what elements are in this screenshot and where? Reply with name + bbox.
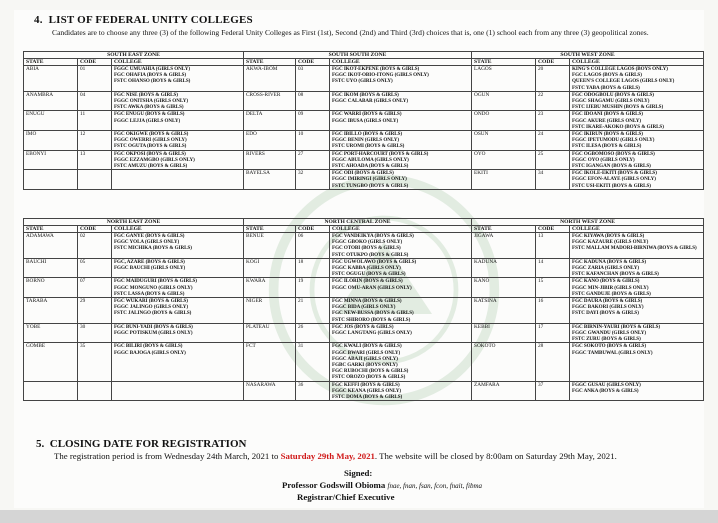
college-name: FGC IDOANI (BOYS & GIRLS) [572,111,643,118]
code-cell: 01 [78,66,112,92]
section-5-heading: 5. CLOSING DATE FOR REGISTRATION [36,438,247,450]
college-name: FGGC BENIN (GIRLS ONLY) [332,137,400,144]
college-cell [330,111,472,131]
college-name: FGC NEW-BUSSA (BOYS & GIRLS) [332,310,414,317]
code-cell: 31 [296,343,330,381]
zone-header-south-south: SOUTH SOUTH ZONE [244,52,472,59]
college-name: FSTC OHANSO (BOYS & GIRLS) [114,78,191,85]
code-cell: 04 [78,91,112,111]
college-name: FSTC IJEBU MUSHIN (BOYS & GIRLS) [572,104,664,111]
college-name: FGC BUNI-YADI (BOYS & GIRLS) [114,323,193,330]
college-name: FGGC GUSAU (GIRLS ONLY) [572,381,641,388]
college-name: FGGC ZARIA (GIRLS ONLY) [572,265,640,272]
code-cell: 21 [296,298,330,324]
state-cell [24,381,78,401]
code-cell: 35 [78,343,112,381]
college-name: FGC KADUNA (BOYS & GIRLS) [572,258,647,265]
state-cell: EKITI [472,170,536,190]
zone-header-north-west: NORTH WEST ZONE [472,219,704,226]
column-header-college: COLLEGE [570,59,704,66]
column-header-code: CODE [536,226,570,233]
column-header-code: CODE [536,59,570,66]
state-cell: NASARAWA [244,381,296,401]
college-name: FGGC EZZAMGBO (GIRLS ONLY) [114,156,195,163]
code-cell: 07 [78,278,112,298]
college-name: FGGC YOLA (GIRLS ONLY) [114,239,180,246]
college-name: FGGC BAUCHI (GIRLS ONLY) [114,265,186,272]
college-cell [112,323,244,343]
table-row [24,343,704,381]
college-name: FGC ODOGBOLU (BOYS & GIRLS) [572,91,654,98]
code-cell: 17 [536,323,570,343]
code-cell: 06 [296,233,330,259]
college-name: FGGC JALINGO (GIRLS ONLY) [114,304,188,311]
table-row [24,111,704,131]
code-cell: 20 [536,66,570,92]
zone-header-north-central: NORTH CENTRAL ZONE [244,219,472,226]
college-name: FGGC LEJJA (GIRLS ONLY) [114,117,181,124]
column-header-state: STATE [244,59,296,66]
table-row [24,278,704,298]
college-cell [330,66,472,92]
college-name: FGGC IBUSA (GIRLS ONLY) [332,117,399,124]
code-cell: 13 [78,150,112,170]
college-cell [330,381,472,401]
code-cell: 05 [78,258,112,278]
college-name: FGGC KABBA (GIRLS ONLY) [332,265,401,272]
college-name: FGC IKIRUN (BOYS & GIRLS) [572,131,643,138]
college-name: FSTC SHIRORO (BOYS & GIRLS) [332,316,411,323]
state-cell: KANO [472,278,536,298]
college-name: FGGC OMU-ARAN (GIRLS ONLY) [332,284,412,291]
college-name: FGC PORT-HARCOURT (BOYS & GIRLS) [332,150,429,157]
column-header-state: STATE [472,226,536,233]
college-cell [330,343,472,381]
code-cell: 08 [296,91,330,111]
college-name: FSTC UROMI (BOYS & GIRLS) [332,143,405,150]
table-row [24,233,704,259]
state-cell: FCT [244,343,296,381]
southern-zones-table [23,51,704,190]
signed-label: Signed: [344,468,373,478]
table-row [24,323,704,343]
table-row [24,381,704,401]
college-cell [330,131,472,151]
college-name: FSTC OGUTA (BOYS & GIRLS) [114,143,187,150]
zone-header-north-east: NORTH EAST ZONE [24,219,244,226]
code-cell: 13 [536,233,570,259]
college-name: FGGC MONGUNO (GIRLS ONLY) [114,284,193,291]
college-name: FGC UGWOLAWO (BOYS & GIRLS) [332,258,417,265]
code-cell: 02 [78,233,112,259]
college-name: FGGC ABAJI (GIRLS ONLY) [332,355,398,362]
college-name: FGC JOS (BOYS & GIRLS) [332,323,394,330]
college-name: FGBC GARKI (BOYS ONLY) [332,362,398,369]
college-name: FGGC TAMBUWAL (GIRLS ONLY) [572,349,653,356]
table-row [24,170,704,190]
college-cell [112,258,244,278]
state-cell: GOMBE [24,343,78,381]
state-cell: BAUCHI [24,258,78,278]
college-name: FSTC OROZO (BOYS & GIRLS) [332,374,406,381]
table-row [24,258,704,278]
column-header-state: STATE [24,226,78,233]
code-cell: 25 [536,150,570,170]
state-cell: AKWA-IBOM [244,66,296,92]
column-header-college: COLLEGE [112,226,244,233]
college-name: FGC ANKA (BOYS & GIRLS) [572,387,639,394]
code-cell: 09 [296,111,330,131]
college-cell [570,343,704,381]
college-cell [112,381,244,401]
state-cell: BENUE [244,233,296,259]
code-cell: 12 [78,131,112,151]
college-name: FGGC EFON-ALAYE (GIRLS ONLY) [572,176,656,183]
state-cell: DELTA [244,111,296,131]
code-cell: 16 [536,298,570,324]
college-name: FSTC GANDUJE (BOYS & GIRLS) [572,290,651,297]
college-name: FGC SOKOTO (BOYS & GIRLS) [572,343,646,350]
college-name: FGGC IKOT-OBIO-ITONG (GIRLS ONLY) [332,72,429,79]
college-cell [112,150,244,170]
column-header-state: STATE [472,59,536,66]
table-row [24,131,704,151]
state-cell: ENUGU [24,111,78,131]
college-name: FGGC GBOKO (GIRLS ONLY) [332,239,403,246]
table-row [24,66,704,92]
college-cell [330,150,472,170]
college-cell [112,233,244,259]
college-name: FSTC UYO (GIRLS ONLY) [332,78,393,85]
state-cell: KEBBI [472,323,536,343]
state-cell: IMO [24,131,78,151]
college-name: FGC BILIRI (BOYS & GIRLS) [114,343,183,350]
code-cell: 30 [78,323,112,343]
college-cell [570,278,704,298]
college-cell [570,323,704,343]
college-cell [112,170,244,190]
code-cell: 11 [78,111,112,131]
college-cell [112,278,244,298]
college-name: FSTC MICHIKA (BOYS & GIRLS) [114,245,192,252]
state-cell: BORNO [24,278,78,298]
college-name: FGC GANYE (BOYS & GIRLS) [114,233,185,239]
document-page [14,10,704,508]
state-cell: KOGI [244,258,296,278]
state-cell: CROSS-RIVER [244,91,296,111]
college-name: FGGC SHAGAMU (GIRLS ONLY) [572,98,650,105]
college-cell [570,298,704,324]
code-cell: 29 [78,298,112,324]
registration-period-text: The registration period is from Wednesday 24th March, 2021 to Saturday 29th May, 2021. The website will be closed by 8:00am on Saturday 29th May, 2021. [54,451,617,461]
code-cell: 26 [296,323,330,343]
college-cell [330,258,472,278]
state-cell: YOBE [24,323,78,343]
section-4-heading: 4. LIST OF FEDERAL UNITY COLLEGES [34,14,253,26]
column-header-state: STATE [244,226,296,233]
college-name: FSTC KAFANCHAN (BOYS & GIRLS) [572,271,659,278]
college-name: QUEEN'S COLLEGE LAGOS (GIRLS ONLY) [572,78,675,85]
college-name: FGC KANO (BOYS & GIRLS) [572,278,640,285]
code-cell: 22 [536,91,570,111]
state-cell: KADUNA [472,258,536,278]
college-cell [112,91,244,111]
signer-role: Registrar/Chief Executive [297,492,395,502]
college-cell [570,91,704,111]
college-name: FSTC JALINGO (BOYS & GIRLS) [114,310,192,317]
college-name: FGC OKIGWE (BOYS & GIRLS) [114,131,189,138]
code-cell: 32 [296,170,330,190]
college-name: FSTC LASSA (BOYS & GIRLS) [114,290,185,297]
code-cell [78,381,112,401]
college-cell [112,298,244,324]
college-cell [112,111,244,131]
college-cell [570,233,704,259]
college-name: FGC OHAFIA (BOYS & GIRLS) [114,72,187,79]
college-name: FSTC AHOADA (BOYS & GIRLS) [332,163,409,170]
state-cell: KWARA [244,278,296,298]
code-cell: 10 [296,131,330,151]
state-cell [24,170,78,190]
code-cell: 36 [296,381,330,401]
college-name: FGGC MIN-JIBIR (GIRLS ONLY) [572,284,649,291]
college-name: FSTC MALLAM MADORI-BIRNIWA (BOYS & GIRLS) [572,245,697,252]
state-cell: ONDO [472,111,536,131]
college-name: FGC ILORIN (BOYS & GIRLS) [332,278,403,285]
college-name: FGC OTOBI (BOYS & GIRLS) [332,245,401,252]
college-name: FSTC DOMA (BOYS & GIRLS) [332,394,403,401]
college-name: FGGC BAJOGA (GIRLS ONLY) [114,349,186,356]
college-name: FGGC GWANDU (GIRLS ONLY) [572,330,647,337]
zone-header-south-east: SOUTH EAST ZONE [24,52,244,59]
college-name: FGC MAIDUGURI (BOYS & GIRLS) [114,278,197,285]
state-cell: ABIA [24,66,78,92]
state-cell: SOKOTO [472,343,536,381]
page-bottom-edge [0,510,718,523]
college-name: FGGC IMIRINGI (GIRLS ONLY) [332,176,407,183]
college-cell [330,170,472,190]
college-name: FSTC OGUGU (BOYS & GIRLS) [332,271,406,278]
college-name: FSTC USI-EKITI (BOYS & GIRLS) [572,182,651,189]
code-cell: 15 [536,278,570,298]
code-cell: 18 [296,258,330,278]
college-name: FSTC ILESA (BOYS & GIRLS) [572,143,642,150]
college-name: FGC NISE (BOYS & GIRLS) [114,91,178,98]
college-name: FSTC AWKA (BOYS & GIRLS) [114,104,184,111]
college-name: FSTC YABA (BOYS & GIRLS) [572,84,640,91]
code-cell: 28 [536,343,570,381]
college-name: FGC VANDEIKYA (BOYS & GIRLS) [332,233,414,239]
state-cell: PLATEAU [244,323,296,343]
column-header-code: CODE [296,59,330,66]
college-name: FGC IBILLO (BOYS & GIRLS) [332,131,403,138]
zone-header-south-west: SOUTH WEST ZONE [472,52,704,59]
college-name: FGGC OYO (GIRLS ONLY) [572,156,635,163]
college-name: FSTC IGANGAN (BOYS & GIRLS) [572,163,651,170]
state-cell: JIGAWA [472,233,536,259]
college-name: FGC MINNA (BOYS & GIRLS) [332,298,402,305]
college-name: FGC, AZARE (BOYS & GIRLS) [114,258,185,265]
college-name: FGGC CALABAR (GIRLS ONLY) [332,98,408,105]
state-cell: ADAMAWA [24,233,78,259]
college-name: FGC ENUGU (BOYS & GIRLS) [114,111,185,118]
code-cell: 34 [536,170,570,190]
state-cell: OYO [472,150,536,170]
college-cell [570,111,704,131]
college-name: FGGC BIDA (GIRLS ONLY) [332,304,396,311]
code-cell: 23 [536,111,570,131]
college-cell [570,258,704,278]
college-name: FGC IKOM (BOYS & GIRLS) [332,91,399,98]
college-name: FGGC IPETUMODU (GIRLS ONLY) [572,137,655,144]
signer-credentials: fnae, fnan, fsan, fcon, fnait, fibma [387,482,482,490]
college-cell [330,323,472,343]
state-cell: RIVERS [244,150,296,170]
college-cell [112,66,244,92]
college-name: FGGC ABULOMA (GIRLS ONLY) [332,156,409,163]
college-name: FGC WUKARI (BOYS & GIRLS) [114,298,188,305]
college-name: FGC KIYAWA (BOYS & GIRLS) [572,233,645,239]
state-cell: EBONYI [24,150,78,170]
college-name: FGC RUBOCHI (BOYS & GIRLS) [332,368,409,375]
state-cell: OSUN [472,131,536,151]
college-name: FGC IKOT-EKPENE (BOYS & GIRLS) [332,66,420,72]
college-name: FGGC ONITSHA (GIRLS ONLY) [114,98,188,105]
college-name: FSTC IKARE-AKOKO (BOYS & GIRLS) [572,123,664,130]
college-cell [570,131,704,151]
college-name: FGC LAGOS (BOYS & GIRLS) [572,72,642,79]
table-row [24,91,704,111]
column-header-state: STATE [24,59,78,66]
state-cell: TARABA [24,298,78,324]
college-name: FGC WARRI (BOYS & GIRLS) [332,111,402,118]
college-name: FGC KWALI (BOYS & GIRLS) [332,343,402,350]
college-cell [570,150,704,170]
column-header-college: COLLEGE [330,226,472,233]
college-name: FGC KEFFI (BOYS & GIRLS) [332,381,400,388]
closing-date-highlight: Saturday 29th May, 2021 [280,451,375,461]
college-name: FSTC DAYI (BOYS & GIRLS) [572,310,639,317]
college-name: FGGC LANGTANG (GIRLS ONLY) [332,330,412,337]
column-header-code: CODE [78,59,112,66]
column-header-college: COLLEGE [570,226,704,233]
college-name: FSTC OTUKPO (BOYS & GIRLS) [332,251,409,258]
state-cell: EDO [244,131,296,151]
college-cell [570,381,704,401]
college-name: FSTC ZURU (BOYS & GIRLS) [572,336,641,343]
college-name: FGGC BAKORI (GIRLS ONLY) [572,304,644,311]
college-name: FGGC KEANA (GIRLS ONLY) [332,387,402,394]
code-cell: 24 [536,131,570,151]
column-header-college: COLLEGE [330,59,472,66]
college-name: FGGC KAZAURE (GIRLS ONLY) [572,239,649,246]
state-cell: ANAMBRA [24,91,78,111]
college-name: FGGC POTISKUM (GIRLS ONLY) [114,330,193,337]
college-name: FGC DAURA (BOYS & GIRLS) [572,298,643,305]
state-cell: KATSINA [472,298,536,324]
code-cell: 27 [296,150,330,170]
college-name: FSTC TUNGBO (BOYS & GIRLS) [332,182,409,189]
state-cell: NIGER [244,298,296,324]
college-name: FGGC UMUAHIA (GIRLS ONLY) [114,66,190,72]
college-name: FGGC BWARI (GIRLS ONLY) [332,349,401,356]
college-name: KING'S COLLEGE LAGOS (BOYS ONLY) [572,66,668,72]
table-row [24,150,704,170]
college-name: FGC ODI (BOYS & GIRLS) [332,170,394,177]
state-cell: BAYELSA [244,170,296,190]
college-cell [570,170,704,190]
college-cell [330,278,472,298]
college-name: FSTC AMUZU (BOYS & GIRLS) [114,163,188,170]
college-cell [112,343,244,381]
college-name: FGGC AKURE (GIRLS ONLY) [572,117,642,124]
signer-name: Professor Godswill Obioma fnae, fnan, fsan, fcon, fnait, fibma [282,480,482,490]
college-cell [330,233,472,259]
college-cell [330,298,472,324]
state-cell: ZAMFARA [472,381,536,401]
intro-text: Candidates are to choose any three (3) of the following Federal Unity Colleges as First (1st), Second (2nd) and Third (3rd) choices that is, one (1) school each from any three (3) geopolitical zones. [52,28,649,37]
northern-zones-table [23,218,704,401]
column-header-code: CODE [78,226,112,233]
column-header-code: CODE [296,226,330,233]
state-cell: LAGOS [472,66,536,92]
college-name: FGC OKPOSI (BOYS & GIRLS) [114,150,186,157]
code-cell: 37 [536,381,570,401]
college-cell [112,131,244,151]
code-cell: 14 [536,258,570,278]
column-header-college: COLLEGE [112,59,244,66]
code-cell: 03 [296,66,330,92]
college-cell [570,66,704,92]
state-cell: OGUN [472,91,536,111]
college-name: FGGC OWERRI (GIRLS ONLY) [114,137,187,144]
college-name: FGC BIRNIN-YAURI (BOYS & GIRLS) [572,323,661,330]
college-cell [330,91,472,111]
code-cell: 19 [296,278,330,298]
college-name: FGC IKOLE-EKITI (BOYS & GIRLS) [572,170,657,177]
college-name: FGC OGBOMOSO (BOYS & GIRLS) [572,150,655,157]
table-row [24,298,704,324]
code-cell [78,170,112,190]
